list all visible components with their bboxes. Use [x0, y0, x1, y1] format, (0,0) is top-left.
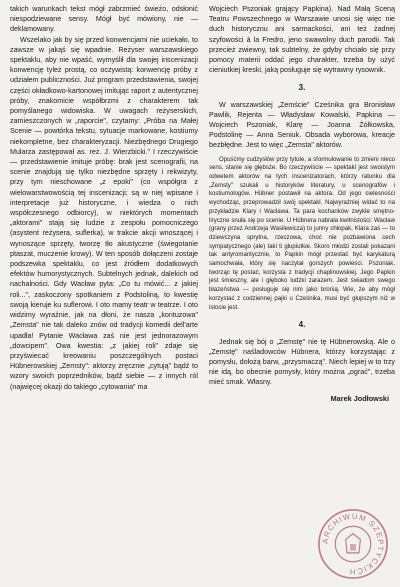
section-number-4: 4. — [298, 320, 306, 330]
fine-print-paragraph: Opuśćmy cudzysłów przy tytule, a sformułowanie to zmieni nieco sens, stanie się głębsze. Bo rzeczywiście — spektakl jest swoistym odwetem aktorów na tych inscenizatorach, którzy ratunku dla „Zemsty" szukali u historyków literatury, u scenografów i kostiumologów. Hübner postawił na aktora. Od jego cielesności wychodząc, przeprowadził swój spektakl. Najwyraźniej widać to na przykładzie Klary i Wacława. Ta para kochanków zwykle smętno-liryczne snuła się po scenie. U Hübnera nabrała kwitnistości: Wacław (grany przez Andrzeja Wasilewicza) to junny chłopak, Klara zaś — to dziewczyna sprytna, rzeczowa, choć nie pozbawiona cech sympatycznego (ale) taki ti głupiutkie. Skoro młodzi zostali pokazani tak antyromantycznie, to Papkin mógł przestać być karykaturą samochwała, który się naczytał gorszych powieści. Pszoniak, tworząc tę postać, korzysta z tradycji chaplinowskiej. Jego Papkin jest śmieszny, ale i głęboko ludzki zarazem. Jest świadom swego błazeństwa — posługuje się nim jako bronią. Wie, że aby mógł korzystać z codziennej pajki u Cześnika, musi być głupszym niż w istocie jest. — [209, 156, 395, 311]
left-paragraph-1: takich warunkach tekst mógł zabrzmieć świeżo, odsłonić niespodziewane sensy. Mógł być mówiony, nie — deklamowany. — [10, 5, 198, 34]
section-number-3: 3. — [298, 83, 306, 93]
right-intro-paragraph: Wojciech Pszoniak grający Papkina). Nad Małą Sceną Teatru Powszechnego w Warszawie unosi się więc nie duch historycznu ani sarmackości, ani też żadnej szyfowości à la Fredro, jeno swawolny duch parodii. Tak przecież zwiewny, tak subtelny, że gdyby chciało się przy pomocy materii oddać jego charakter, trzeba by użyć cieniutkiej kreski, jaką posługuje się wytrawny rysownik. — [209, 5, 395, 75]
author-signature: Marek Jodłowski — [330, 393, 389, 403]
closing-paragraph: Jednak się bój o „Zemstę" nie tę Hübnerowską. Ale o „Zemstę" naśladowców Hübnera, którzy korzystając z pomysłu, dołożą barw, „przysmaczą". Niech lepiej w to trzy nie idą, bo obecnie pomysły, który można „ograć", trzeba mieć smak. Własny. — [209, 337, 395, 387]
fine-print-block — [209, 156, 395, 313]
stamp-ring-text: ARCHIWUM SZEPTYCKICH — [320, 511, 386, 577]
left-paragraph-2: Wszelako jak by się przed konwencjami nie uciekało, to zawsze w jakąś się wpadnie. Reżyser warszawskiego spektaklu, aby nie wpaść, wymyślił dla swojej inscenizacji konwencję tyleż prostą, co oczywistą: konwencję próby z udziałem publiczności. Już program przedstawienia, swojej części okładkowo-kartonowej imitując raport z autentycznej próby, znakomicie współbrzmi z charakterem tak pomyślanego widowiska. W uwagach reżyserskich, zamieszczonych w „raporcie", czytamy: „Próba na Małej Scenie — powtórka tekstu, sytuacje markowane, kostiumy niekompletne, bez charakteryzacji. Niezbędnego Drugiego Mularza zastępował as. reż. J. Wierzbicki." I rzeczywiście — przedstawienie imituje próbę: brak jest scenografii, na scenie znajdują się tylko niezbędne sprzęty i rekwizyty, przy tym nieschowane „z epoki" (co współgra z wielowarstwowością tej inscenizacji; są w niej wpisane i interpretacje już historyczne, i wiedza o nich współczesnego odbiorcy), w niektórych momentach „aktorami" stają się ludzie z zespołu pomocniczego (asystent reżysera, suflerka), w trakcie akcji wnoszącej i wynoszące sprzęty, tworzę tło akustyczne (świegotanie ptaszat, muczenie krowy). W ten sposób dołączeni zostaje podszewka spektaklu, co jest źródłem dodatkowych efektów humorystycznych. Subtelnych jednak, dalekich od nachalności. Gdy Wacław pyta: „Co tu mówić... z jakiej roli...", zaskoczony spotkaniem z Podstoliną, to kwestię swoją kieruje ku suflerowi. I oto mamy teatr w teatrze. I oto widzimy wyraźnie, jak na dłoni, że nasza „kontuzowa" „Zemsta" nie tak daleko znów od tradycji komedii dell'arte upadła! Pytanie Wacława zaś nie jest jednorazowym „dowcipem". Owa kwestia: „z jakiej roli" zdaje się przyświecać kreowaniu poszczególnych postaci Hübnerowskiej „Zemsty": aktorzy zręcznie „cytują" bądź to wzory swoich poprzedników, bądź siebie — z innych ról (najwięcej okazji do takiego „cytowania" ma — [10, 35, 198, 391]
cast-paragraph: W warszawskiej „Zemście" Cześnika gra Bronisław Pawlik, Rejenta — Władysław Kowalski, Papkina — Wojciech Pszoniak, Klarę — Joanna Żółkowska, Podstolinę — Anna Seniuk. Obsada wyborowa, kreacje bezbłędne. Jest to więc „Zemsta" aktorów. — [209, 100, 395, 150]
right-column — [209, 4, 395, 404]
archive-stamp — [316, 507, 390, 581]
svg-text:ARCHIWUM SZEPTYCKICH — [321, 512, 386, 577]
stamp-seal-icon — [316, 507, 390, 581]
left-column — [10, 4, 198, 392]
